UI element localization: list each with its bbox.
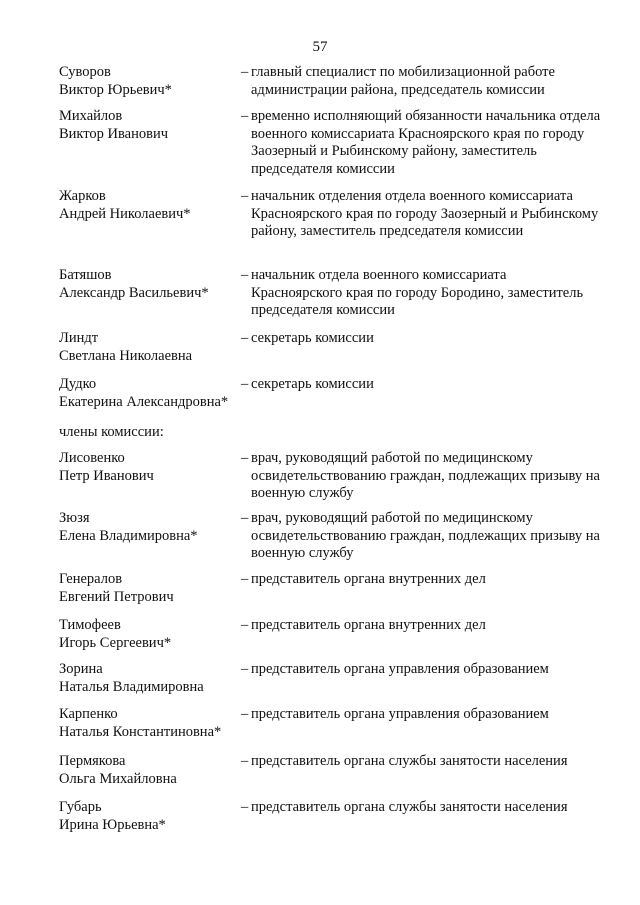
member-role [241, 510, 601, 563]
member-name [59, 188, 239, 223]
role-text: представитель органа внутренних дел [251, 617, 486, 633]
given-name: Ирина Юрьевна* [59, 816, 166, 833]
given-name: Наталья Константиновна* [59, 723, 222, 740]
dash: – [241, 706, 249, 722]
given-name: Виктор Юрьевич* [59, 81, 172, 98]
member-role [241, 267, 601, 320]
dash: – [241, 753, 249, 769]
surname: Лисовенко [59, 450, 125, 466]
surname: Губарь [59, 799, 102, 815]
given-name: Александр Васильевич* [59, 284, 209, 301]
member-name [59, 376, 239, 411]
surname: Суворов [59, 64, 111, 80]
dash: – [241, 188, 249, 204]
dash: – [241, 661, 249, 677]
surname: Тимофеев [59, 617, 121, 633]
dash: – [241, 799, 249, 815]
dash: – [241, 510, 249, 526]
role-text: представитель органа службы занятости населения [251, 799, 568, 815]
role-text: главный специалист по мобилизационной работе администрации района, председатель комиссии [251, 64, 555, 98]
surname: Дудко [59, 376, 97, 392]
surname: Зорина [59, 661, 103, 677]
role-text: представитель органа службы занятости населения [251, 753, 568, 769]
surname: Пермякова [59, 753, 126, 769]
member-name [59, 661, 239, 696]
member-name [59, 571, 239, 606]
role-text: начальник отдела военного комиссариата Красноярского края по городу Бородино, заместитель председателя комиссии [251, 267, 584, 318]
role-text: представитель органа управления образованием [251, 661, 549, 677]
member-name [59, 108, 239, 143]
member-name [59, 753, 239, 788]
given-name: Андрей Николаевич* [59, 205, 191, 222]
surname: Карпенко [59, 706, 118, 722]
surname: Зюзя [59, 510, 90, 526]
dash: – [241, 571, 249, 587]
member-role [241, 661, 601, 679]
member-name [59, 330, 239, 365]
given-name: Петр Иванович [59, 467, 154, 484]
section-label: члены комиссии: [59, 424, 164, 440]
given-name: Виктор Иванович [59, 125, 169, 142]
role-text: секретарь комиссии [251, 376, 374, 392]
surname: Генералов [59, 571, 123, 587]
dash: – [241, 108, 249, 124]
given-name: Светлана Николаевна [59, 347, 193, 364]
member-role [241, 330, 601, 348]
dash: – [241, 376, 249, 392]
dash: – [241, 267, 249, 283]
given-name: Ольга Михайловна [59, 770, 177, 787]
surname: Линдт [59, 330, 99, 346]
member-role [241, 706, 601, 724]
member-role [241, 64, 601, 99]
surname: Жарков [59, 188, 106, 204]
member-role [241, 571, 601, 589]
member-name [59, 706, 239, 741]
role-text: врач, руководящий работой по медицинскому освидетельствованию граждан, подлежащих призыву на военную службу [251, 450, 600, 501]
surname: Батяшов [59, 267, 112, 283]
page-number: 57 [312, 39, 328, 55]
member-role [241, 376, 601, 394]
member-role [241, 188, 601, 241]
dash: – [241, 64, 249, 80]
member-role [241, 753, 601, 771]
role-text: временно исполняющий обязанности начальника отдела военного комиссариата Красноярского края по городу Заозерный и Рыбинскому району, заместитель председателя комиссии [251, 108, 601, 177]
role-text: секретарь комиссии [251, 330, 374, 346]
member-name [59, 267, 239, 302]
member-role [241, 108, 601, 178]
given-name: Елена Владимировна* [59, 527, 198, 544]
given-name: Игорь Сергеевич* [59, 634, 172, 651]
given-name: Наталья Владимировна [59, 678, 204, 695]
dash: – [241, 450, 249, 466]
member-role [241, 450, 601, 503]
member-name [59, 64, 239, 99]
member-name [59, 799, 239, 834]
given-name: Екатерина Александровна* [59, 393, 229, 410]
member-role [241, 799, 601, 817]
role-text: врач, руководящий работой по медицинскому освидетельствованию граждан, подлежащих призыву на военную службу [251, 510, 600, 561]
given-name: Евгений Петрович [59, 588, 174, 605]
dash: – [241, 617, 249, 633]
role-text: представитель органа управления образованием [251, 706, 549, 722]
member-role [241, 617, 601, 635]
member-name [59, 617, 239, 652]
member-name [59, 510, 239, 545]
role-text: начальник отделения отдела военного комиссариата Красноярского края по городу Заозерный и Рыбинскому району, заместитель председателя комиссии [251, 188, 599, 239]
dash: – [241, 330, 249, 346]
surname: Михайлов [59, 108, 123, 124]
role-text: представитель органа внутренних дел [251, 571, 486, 587]
member-name [59, 450, 239, 485]
